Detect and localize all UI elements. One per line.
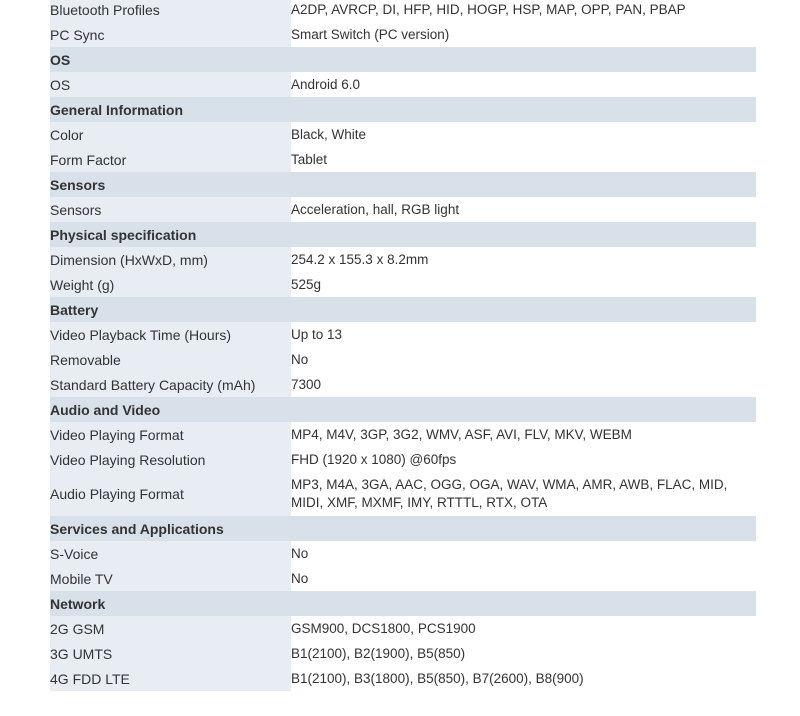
table-row	[50, 566, 756, 591]
spec-label: Video Playing Format	[50, 422, 291, 447]
table-row	[50, 641, 756, 666]
table-row	[50, 197, 756, 222]
spec-label: Video Playing Resolution	[50, 447, 291, 472]
spec-value: No	[291, 566, 756, 591]
table-row	[50, 247, 756, 272]
section-header-general-information	[50, 97, 756, 122]
spec-value: Black, White	[291, 122, 756, 147]
spec-value: Up to 13	[291, 322, 756, 347]
spec-table	[50, 0, 756, 691]
spec-label: 2G GSM	[50, 616, 291, 641]
spec-label: Video Playback Time (Hours)	[50, 322, 291, 347]
spec-value: FHD (1920 x 1080) @60fps	[291, 447, 756, 472]
section-title: Network	[50, 591, 291, 616]
spec-label: Mobile TV	[50, 566, 291, 591]
spec-label: 4G FDD LTE	[50, 666, 291, 691]
table-row	[50, 22, 756, 47]
spec-value: B1(2100), B2(1900), B5(850)	[291, 641, 756, 666]
spec-label: Weight (g)	[50, 272, 291, 297]
spec-value-line: MP3, M4A, 3GA, AAC, OGG, OGA, WAV, WMA, AMR, AWB, FLAC, MID,	[291, 477, 728, 492]
spec-value: MP4, M4V, 3GP, 3G2, WMV, ASF, AVI, FLV, MKV, WEBM	[291, 422, 756, 447]
section-header-os	[50, 47, 756, 72]
table-row	[50, 616, 756, 641]
section-header-physical-specification	[50, 222, 756, 247]
table-row	[50, 422, 756, 447]
spec-value	[291, 472, 756, 516]
table-row	[50, 0, 756, 22]
spec-value: Smart Switch (PC version)	[291, 22, 756, 47]
spec-label: PC Sync	[50, 22, 291, 47]
spec-label: S-Voice	[50, 541, 291, 566]
spec-label: Dimension (HxWxD, mm)	[50, 247, 291, 272]
spec-value: No	[291, 347, 756, 372]
spec-value: GSM900, DCS1800, PCS1900	[291, 616, 756, 641]
table-row	[50, 72, 756, 97]
spec-value: Acceleration, hall, RGB light	[291, 197, 756, 222]
table-row	[50, 272, 756, 297]
section-title: Audio and Video	[50, 397, 291, 422]
spec-value: 254.2 x 155.3 x 8.2mm	[291, 247, 756, 272]
section-title: Services and Applications	[50, 516, 291, 541]
spec-label: OS	[50, 72, 291, 97]
table-row	[50, 322, 756, 347]
spec-value-line: MIDI, XMF, MXMF, IMY, RTTTL, RTX, OTA	[291, 495, 548, 510]
table-row	[50, 147, 756, 172]
spec-label: Bluetooth Profiles	[50, 0, 291, 22]
spec-label: Form Factor	[50, 147, 291, 172]
section-title: Physical specification	[50, 222, 291, 247]
section-title: Sensors	[50, 172, 291, 197]
section-header-network	[50, 591, 756, 616]
spec-label: Sensors	[50, 197, 291, 222]
section-title: General Information	[50, 97, 291, 122]
section-header-battery	[50, 297, 756, 322]
table-row	[50, 666, 756, 691]
table-row	[50, 372, 756, 397]
spec-value: A2DP, AVRCP, DI, HFP, HID, HOGP, HSP, MAP, OPP, PAN, PBAP	[291, 0, 756, 22]
spec-label: Audio Playing Format	[50, 472, 291, 516]
spec-label: 3G UMTS	[50, 641, 291, 666]
section-title: Battery	[50, 297, 291, 322]
table-row	[50, 347, 756, 372]
section-header-services-and-applications	[50, 516, 756, 541]
spec-label: Standard Battery Capacity (mAh)	[50, 372, 291, 397]
table-row	[50, 122, 756, 147]
spec-value: No	[291, 541, 756, 566]
section-header-audio-and-video	[50, 397, 756, 422]
spec-value: Android 6.0	[291, 72, 756, 97]
spec-value: B1(2100), B3(1800), B5(850), B7(2600), B8(900)	[291, 666, 756, 691]
spec-value: Tablet	[291, 147, 756, 172]
spec-label: Color	[50, 122, 291, 147]
spec-value: 7300	[291, 372, 756, 397]
table-row	[50, 541, 756, 566]
spec-value: 525g	[291, 272, 756, 297]
table-row	[50, 447, 756, 472]
section-header-sensors	[50, 172, 756, 197]
section-title: OS	[50, 47, 291, 72]
table-row	[50, 472, 756, 516]
spec-label: Removable	[50, 347, 291, 372]
